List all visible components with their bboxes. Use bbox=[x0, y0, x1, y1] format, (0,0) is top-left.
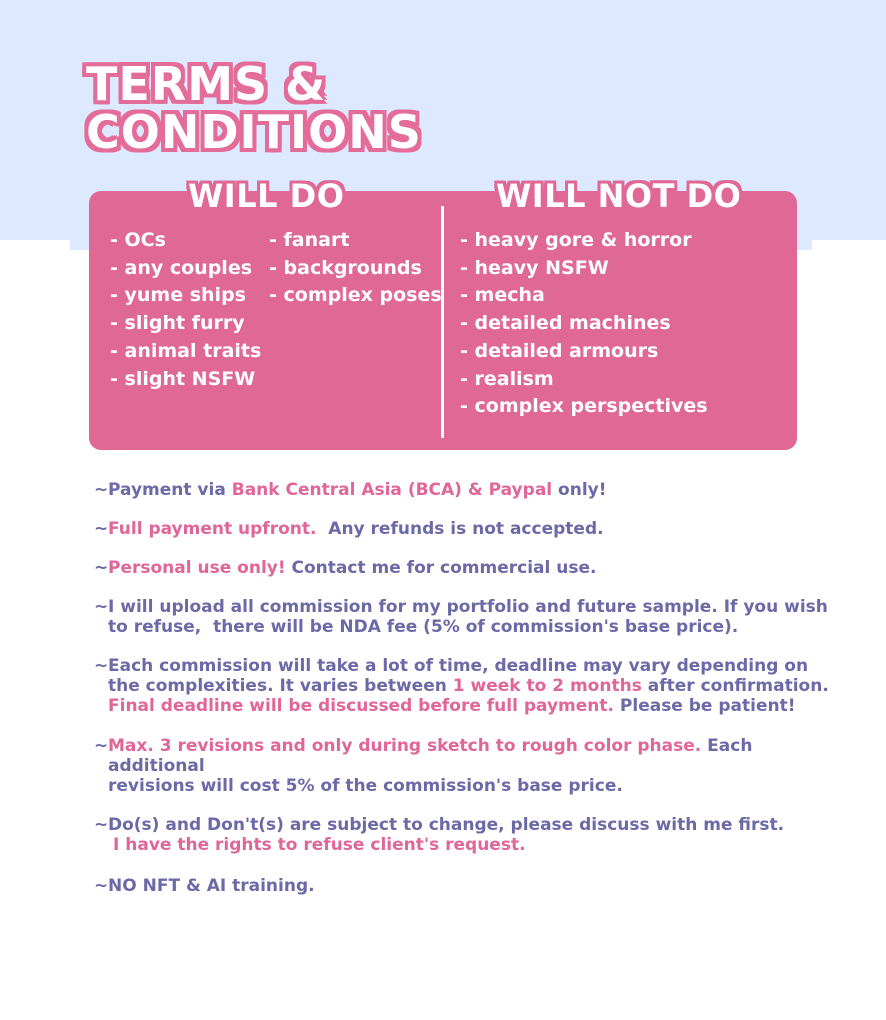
page-title bbox=[86, 57, 422, 159]
rule-revisions bbox=[94, 736, 834, 796]
rule-highlight: I have the rights to refuse client's request. bbox=[113, 835, 526, 855]
list-item: - animal traits bbox=[110, 338, 261, 366]
rule-highlight: Final deadline will be discussed before full payment. bbox=[108, 696, 614, 716]
rule-no-nft bbox=[94, 876, 834, 896]
will-do-list-a bbox=[110, 227, 261, 393]
list-item: - any couples bbox=[110, 255, 261, 283]
list-item: - yume ships bbox=[110, 282, 261, 310]
rule-payment bbox=[94, 480, 834, 500]
rule-portfolio bbox=[94, 597, 834, 637]
terms-list bbox=[94, 480, 834, 896]
rule-upfront bbox=[94, 519, 834, 539]
rule-text: to refuse, there will be NDA fee (5% of commission's base price). bbox=[108, 617, 739, 637]
list-item: - heavy NSFW bbox=[460, 255, 708, 283]
list-item: - complex poses bbox=[269, 282, 442, 310]
rule-highlight: 1 week to 2 months bbox=[452, 676, 642, 696]
rule-text: Do(s) and Don't(s) are subject to change, please discuss with me first. bbox=[108, 815, 785, 835]
rule-text: Payment via bbox=[108, 480, 232, 500]
will-do-heading: WILL DO bbox=[188, 177, 345, 215]
rule-text: Please be patient! bbox=[613, 696, 796, 716]
rule-text: revisions will cost 5% of the commission's base price. bbox=[108, 776, 623, 796]
list-item: - slight NSFW bbox=[110, 366, 261, 394]
list-item: - complex perspectives bbox=[460, 393, 708, 421]
list-item: - fanart bbox=[269, 227, 442, 255]
list-item: - slight furry bbox=[110, 310, 261, 338]
rule-text: the complexities. It varies between bbox=[108, 676, 453, 696]
rule-text: after confirmation. bbox=[641, 676, 829, 696]
rule-text: Any refunds is not accepted. bbox=[316, 519, 604, 539]
rule-text: Each commission will take a lot of time, deadline may vary depending on bbox=[108, 656, 809, 676]
title-line-1: TERMS & bbox=[86, 57, 327, 111]
rule-dos-donts bbox=[94, 815, 834, 855]
rule-text: NO NFT & AI training. bbox=[108, 876, 315, 896]
will-not-do-list bbox=[460, 227, 708, 421]
rule-deadline bbox=[94, 656, 834, 716]
rule-highlight: Full payment upfront. bbox=[108, 519, 317, 539]
rule-text: I will upload all commission for my portfolio and future sample. If you wish bbox=[108, 597, 828, 617]
list-item: - mecha bbox=[460, 282, 708, 310]
rule-highlight: Max. 3 revisions and only during sketch to rough color phase. bbox=[108, 736, 702, 756]
rule-personal-use bbox=[94, 558, 834, 578]
will-not-do-heading: WILL NOT DO bbox=[496, 177, 742, 215]
list-item: - OCs bbox=[110, 227, 261, 255]
rule-text: Contact me for commercial use. bbox=[285, 558, 597, 578]
list-item: - backgrounds bbox=[269, 255, 442, 283]
will-do-list-b bbox=[269, 227, 442, 310]
rule-text: only! bbox=[552, 480, 607, 500]
rule-highlight: Personal use only! bbox=[108, 558, 286, 578]
list-item: - realism bbox=[460, 366, 708, 394]
list-item: - heavy gore & horror bbox=[460, 227, 708, 255]
list-item: - detailed machines bbox=[460, 310, 708, 338]
list-item: - detailed armours bbox=[460, 338, 708, 366]
rule-text: Each additional bbox=[108, 736, 753, 776]
rule-highlight: Bank Central Asia (BCA) & Paypal bbox=[231, 480, 553, 500]
title-line-2: CONDITIONS bbox=[86, 105, 422, 159]
